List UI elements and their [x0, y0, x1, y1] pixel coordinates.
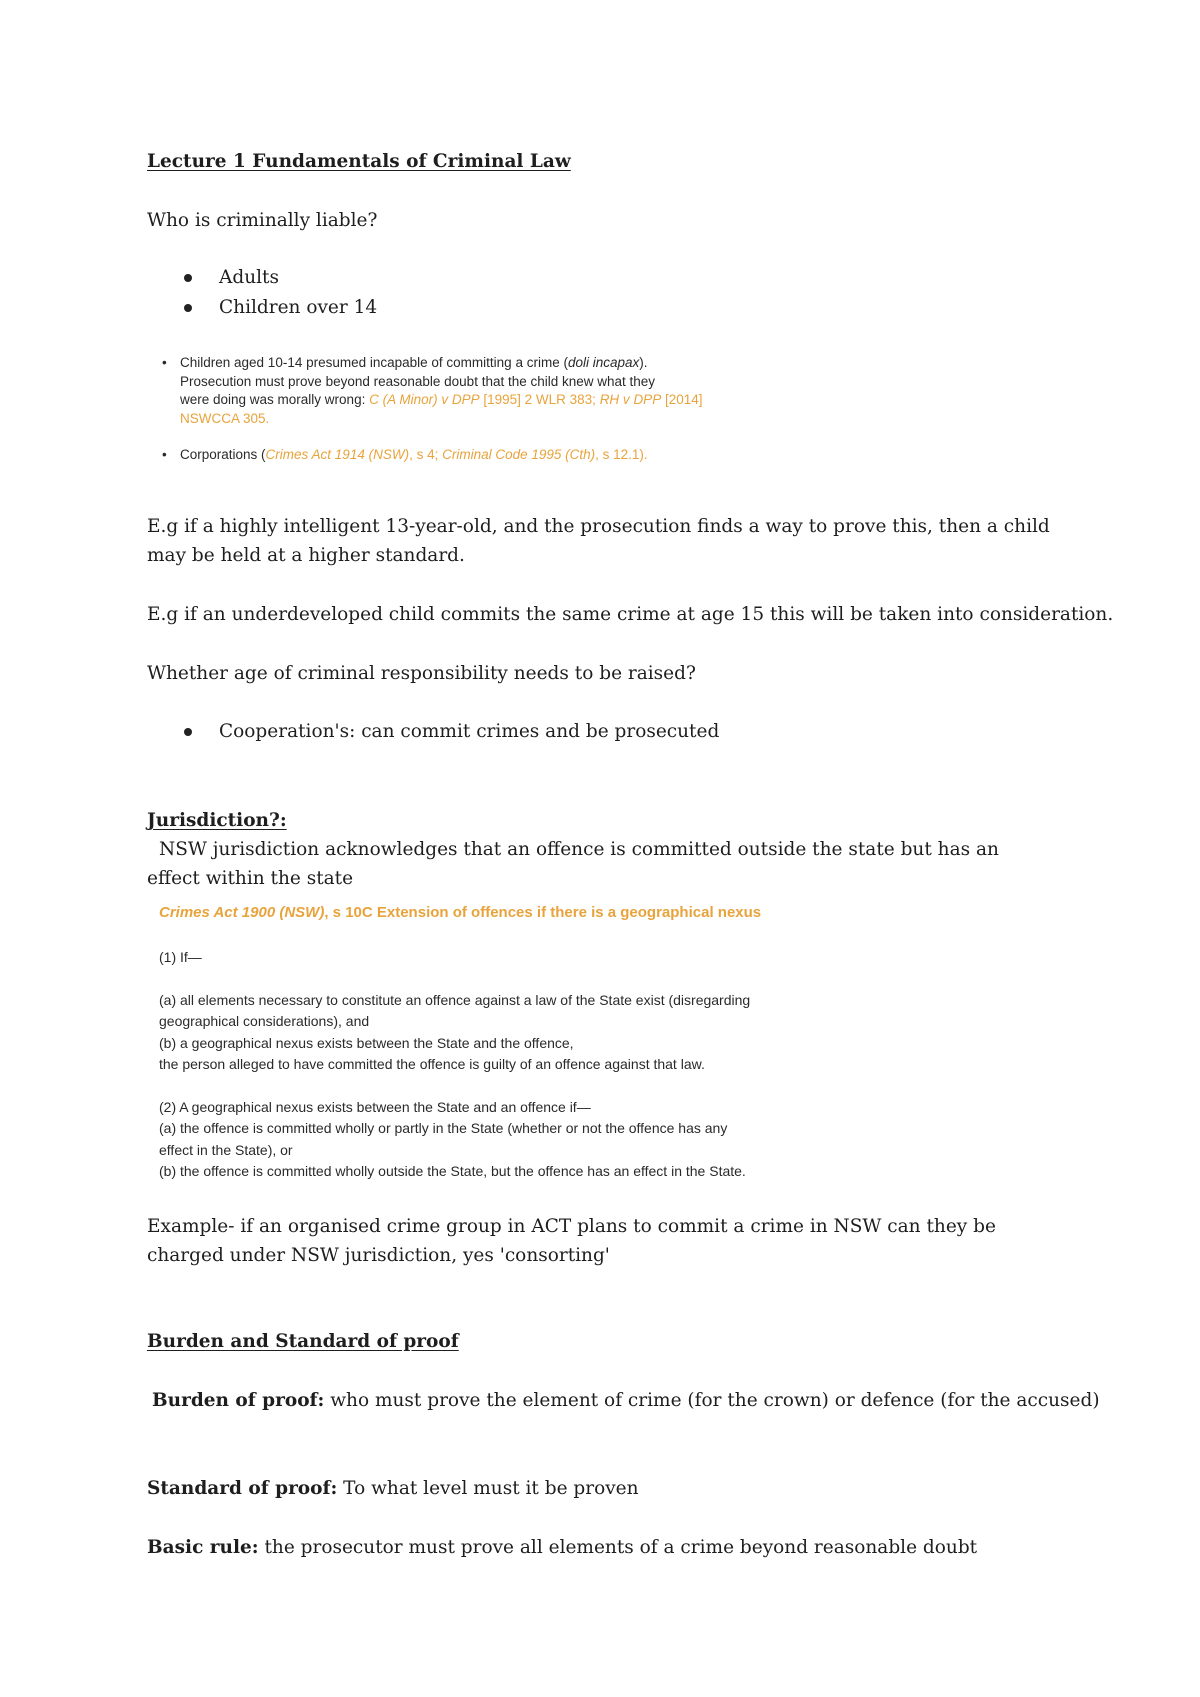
burden-heading: Burden and Standard of proof	[147, 1331, 459, 1352]
example-paragraph-1: E.g if a highly intelligent 13-year-old, and the prosecution finds a way to prove this, then a child may be held at a higher standard.	[147, 516, 1050, 566]
statute-s1: (1) If—	[159, 949, 202, 965]
excerpt-corporations: • Corporations (Crimes Act 1914 (NSW), s 4; Criminal Code 1995 (Cth), s 12.1).	[180, 446, 740, 465]
statute-s2-body: (2) A geographical nexus exists between the State and an offence if— (a) the offence is committed wholly or partly in the State (whether or not the offence has any effect in the State), or (b) the offence is committed wholly outside the State, but the offence has an effect in the State.	[159, 1099, 746, 1179]
liable-bullet-list	[147, 263, 377, 323]
jurisdiction-heading: Jurisdiction?:	[147, 810, 287, 831]
bullet-icon	[184, 304, 192, 312]
question-age: Whether age of criminal responsibility needs to be raised?	[147, 663, 696, 684]
excerpt-children: • Children aged 10-14 presumed incapable of committing a crime (doli incapax). Prosecution must prove beyond reasonable doubt that the child knew what they were doing was morally wrong: C (A Minor) v DPP [1995] 2 WLR 383; RH v DPP [2014] NSWCCA 305.	[162, 355, 703, 426]
bullet-icon: •	[162, 355, 167, 370]
basic-rule: Basic rule: the prosecutor must prove all elements of a crime beyond reasonable doubt	[147, 1537, 978, 1558]
list-item: Cooperation's: can commit crimes and be prosecuted	[147, 717, 719, 747]
example-paragraph-3: Example- if an organised crime group in ACT plans to commit a crime in NSW can they be charged under NSW jurisdiction, yes 'consorting'	[147, 1216, 996, 1266]
list-item: Children over 14	[147, 293, 377, 323]
list-item: Adults	[147, 263, 377, 293]
statute-title: Crimes Act 1900 (NSW), s 10C Extension of offences if there is a geographical nexus	[159, 904, 762, 921]
cooperation-bullet-list	[147, 717, 719, 747]
lecture-title: Lecture 1 Fundamentals of Criminal Law	[147, 151, 571, 172]
example-paragraph-2: E.g if an underdeveloped child commits the same crime at age 15 this will be taken into consideration.	[147, 604, 1114, 625]
statute-s1-body: (a) all elements necessary to constitute an offence against a law of the State exist (disregarding geographical considerations), and (b) a geographical nexus exists between the State and the offence, the person alleged to have committed the offence is guilty of an offence against that law.	[159, 992, 751, 1072]
burden-of-proof: Burden of proof: who must prove the element of crime (for the crown) or defence (for the accused)	[152, 1390, 1100, 1411]
question-liable: Who is criminally liable?	[147, 210, 378, 231]
bullet-icon	[184, 274, 192, 282]
bullet-icon	[184, 728, 192, 736]
standard-of-proof: Standard of proof: To what level must it be proven	[147, 1478, 639, 1499]
jurisdiction-text: NSW jurisdiction acknowledges that an offence is committed outside the state but has an effect within the state	[147, 839, 999, 889]
bullet-icon: •	[162, 447, 167, 462]
